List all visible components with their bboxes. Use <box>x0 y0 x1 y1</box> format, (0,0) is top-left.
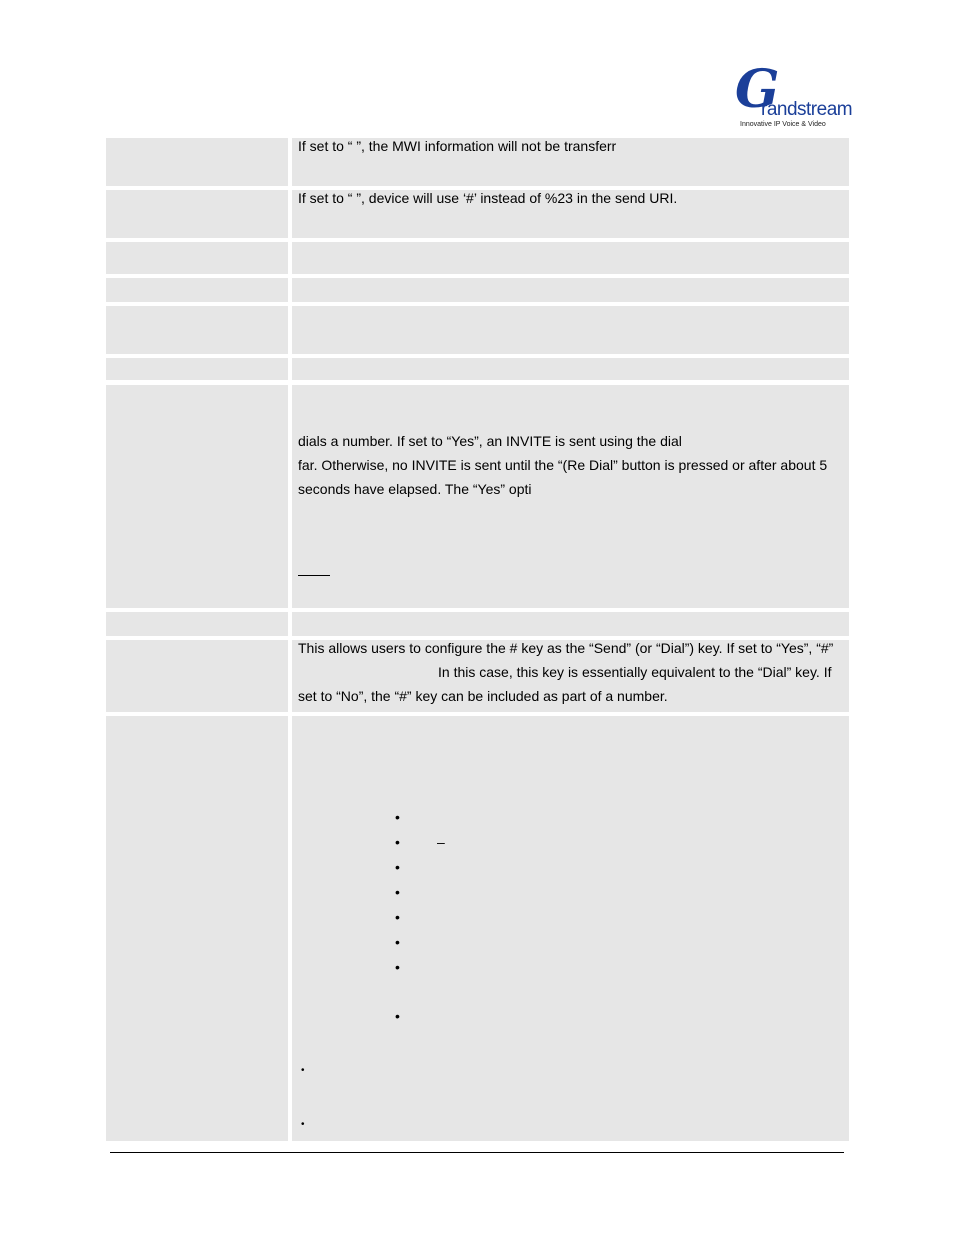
table-row <box>106 358 849 380</box>
list-bullet: • <box>395 934 400 950</box>
label-cell <box>106 278 288 302</box>
label-cell <box>106 385 288 608</box>
table-row <box>106 190 849 238</box>
label-cell <box>106 242 288 274</box>
send-key-line-3: set to “No”, the “#” key can be included as part of a number. <box>298 688 668 704</box>
send-key-line-2: In this case, this key is essentially equivalent to the “Dial” key. If <box>438 664 832 680</box>
dash-mark: – <box>437 834 445 850</box>
small-bullet: • <box>301 1119 305 1130</box>
list-bullet: • <box>395 859 400 875</box>
value-cell <box>292 278 849 302</box>
table-row <box>106 242 849 274</box>
value-cell <box>292 242 849 274</box>
label-cell <box>106 640 288 712</box>
table-row <box>106 640 849 712</box>
label-cell <box>106 138 288 186</box>
list-bullet: • <box>395 959 400 975</box>
table-row <box>106 385 849 608</box>
logo-letter: G <box>735 59 780 120</box>
list-bullet: • <box>395 834 400 850</box>
hash-uri-text: If set to “ ”, device will use ‘#’ instead of %23 in the send URI. <box>298 190 678 206</box>
label-cell <box>106 190 288 238</box>
table-row <box>106 138 849 186</box>
table-row <box>106 278 849 302</box>
list-bullet: • <box>395 809 400 825</box>
early-dial-line-3: seconds have elapsed. The “Yes” opti <box>298 481 532 497</box>
early-dial-line-1: dials a number. If set to “Yes”, an INVITE is sent using the dial <box>298 433 682 449</box>
label-cell <box>106 358 288 380</box>
table-row <box>106 612 849 636</box>
mwi-text: If set to “ ”, the MWI information will not be transferr <box>298 138 617 154</box>
label-cell <box>106 306 288 354</box>
logo-tagline: Innovative IP Voice & Video <box>740 121 826 128</box>
grandstream-logo <box>735 59 853 132</box>
send-key-line-1: This allows users to configure the # key as the “Send” (or “Dial”) key. If set to “Yes”, “#” <box>298 640 834 656</box>
logo-word: randstream <box>761 99 853 120</box>
list-bullet: • <box>395 909 400 925</box>
value-cell <box>292 306 849 354</box>
value-cell <box>292 612 849 636</box>
label-cell <box>106 716 288 1141</box>
value-cell <box>292 716 849 1141</box>
small-bullet: • <box>301 1065 305 1076</box>
label-cell <box>106 612 288 636</box>
list-bullet: • <box>395 884 400 900</box>
early-dial-line-2: far. Otherwise, no INVITE is sent until the “(Re Dial” button is pressed or after about 5 <box>298 457 828 473</box>
footer-rule <box>110 1152 844 1153</box>
table-row <box>106 306 849 354</box>
table-row <box>106 716 849 1141</box>
underline-mark <box>298 575 330 576</box>
list-bullet: • <box>395 1008 400 1024</box>
value-cell <box>292 358 849 380</box>
